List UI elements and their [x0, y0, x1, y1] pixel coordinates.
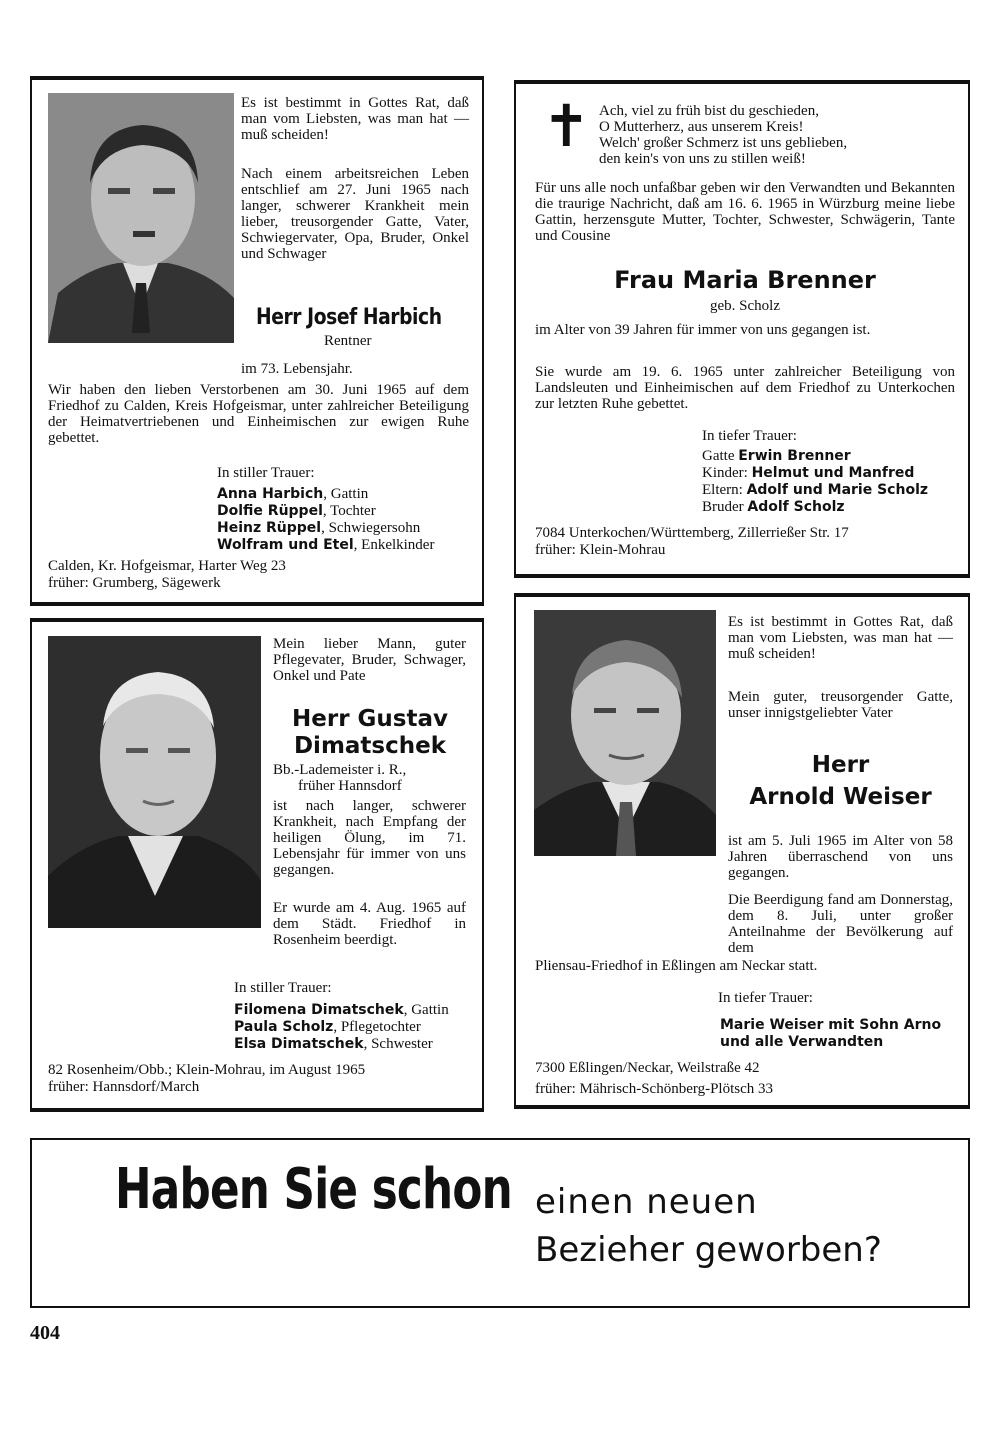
harbich-mourner: Wolfram und Etel, Enkelkinder: [217, 537, 435, 553]
brenner-age: im Alter von 39 Jahren für immer von uns gegangen ist.: [535, 322, 871, 338]
dimatschek-former: früher: Hannsdorf/March: [48, 1079, 200, 1095]
weiser-name: Arnold Weiser: [749, 784, 932, 810]
dimatschek-name: Herr Gustav: [292, 706, 448, 732]
brenner-mourner: Bruder Adolf Scholz: [702, 499, 845, 515]
brenner-mourning: In tiefer Trauer:: [702, 428, 797, 444]
weiser-text: ist am 5. Juli 1965 im Alter von 58 Jahren überraschend von uns gegangen.: [728, 833, 953, 881]
weiser-mourning: In tiefer Trauer:: [718, 990, 813, 1006]
dimatschek-occupation: Bb.-Lademeister i. R.,: [273, 762, 407, 778]
weiser-mourners: und alle Verwandten: [720, 1034, 884, 1050]
brenner-name: Frau Maria Brenner: [614, 266, 876, 294]
harbich-address: Calden, Kr. Hofgeismar, Harter Weg 23: [48, 558, 286, 574]
brenner-poem-line: Ach, viel zu früh bist du geschieden,: [599, 103, 819, 119]
weiser-mourners: Marie Weiser mit Sohn Arno: [720, 1017, 942, 1033]
cross-icon: ✝: [542, 92, 591, 160]
dimatschek-mourning: In stiller Trauer:: [234, 980, 332, 996]
harbich-mourner: Anna Harbich, Gattin: [217, 486, 369, 502]
brenner-poem-line: den kein's von uns zu stillen weiß!: [599, 151, 806, 167]
portrait-arnold-weiser: [534, 610, 716, 856]
ad-line: Bezieher geworben?: [535, 1230, 882, 1270]
dimatschek-text: ist nach langer, schwerer Krankheit, nach Empfang der heiligen Ölung, im 71. Lebensjahr für immer von uns gegangen.: [273, 798, 466, 878]
ad-headline: Haben Sie schon: [115, 1157, 512, 1222]
brenner-address: 7084 Unterkochen/Württemberg, Zillerrießer Str. 17: [535, 525, 849, 541]
portrait-josef-harbich: [48, 93, 234, 343]
weiser-former: früher: Mährisch-Schönberg-Plötsch 33: [535, 1081, 774, 1097]
harbich-mourner: Dolfie Rüppel, Tochter: [217, 503, 376, 519]
brenner-mourner: Eltern: Adolf und Marie Scholz: [702, 482, 929, 498]
weiser-intro: Es ist bestimmt in Gottes Rat, daß man vom Liebsten, was man hat — muß scheiden!: [728, 614, 953, 662]
harbich-occupation: Rentner: [324, 333, 372, 349]
dimatschek-name: Dimatschek: [293, 733, 447, 759]
brenner-mourner: Gatte Erwin Brenner: [702, 448, 851, 464]
dimatschek-mourner: Paula Scholz, Pflegetochter: [234, 1019, 421, 1035]
weiser-address: 7300 Eßlingen/Neckar, Weilstraße 42: [535, 1060, 760, 1076]
brenner-born: geb. Scholz: [710, 298, 780, 314]
brenner-text: Für uns alle noch unfaßbar geben wir den Verwandten und Bekannten die traurige Nachricht, daß am 16. 6. 1965 in Würzburg meine liebe Gattin, herzensgute Mutter, Tochter, Schwester, Schwägerin, Tante und Cousine: [535, 180, 955, 244]
harbich-intro: Es ist bestimmt in Gottes Rat, daß man vom Liebsten, was man hat — muß scheiden!: [241, 95, 469, 143]
portrait-gustav-dimatschek: [48, 636, 261, 928]
harbich-text: Nach einem arbeitsreichen Leben entschlief am 27. Juni 1965 nach langer, schwerer Krankheit mein lieber, treusorgender Gatte, Vater, Schwiegervater, Opa, Bruder, Onkel und Schwager: [241, 166, 469, 262]
harbich-former: früher: Grumberg, Sägewerk: [48, 575, 221, 591]
brenner-mourner: Kinder: Helmut und Manfred: [702, 465, 915, 481]
weiser-text: Die Beerdigung fand am Donnerstag, dem 8. Juli, unter großer Anteilnahme der Bevölkerung auf dem: [728, 892, 953, 956]
weiser-text: Mein guter, treusorgender Gatte, unser innigstgeliebter Vater: [728, 689, 953, 721]
harbich-name: Herr Josef Harbich: [256, 305, 442, 330]
dimatschek-occupation: früher Hannsdorf: [298, 778, 402, 794]
weiser-text: Pliensau-Friedhof in Eßlingen am Neckar statt.: [535, 958, 818, 974]
dimatschek-mourner: Filomena Dimatschek, Gattin: [234, 1002, 449, 1018]
harbich-burial: Wir haben den lieben Verstorbenen am 30. Juni 1965 auf dem Friedhof zu Calden, Kreis Hofgeismar, unter zahlreicher Beteiligung der Heimatvertriebenen und Einheimischen zur ewigen Ruhe gebettet.: [48, 382, 469, 446]
dimatschek-text: Er wurde am 4. Aug. 1965 auf dem Städt. Friedhof in Rosenheim beerdigt.: [273, 900, 466, 948]
dimatschek-address: 82 Rosenheim/Obb.; Klein-Mohrau, im August 1965: [48, 1062, 366, 1078]
harbich-mourning: In stiller Trauer:: [217, 465, 315, 481]
brenner-burial: Sie wurde am 19. 6. 1965 unter zahlreicher Beteiligung von Landsleuten und Einheimischen auf dem Friedhof zu Unterkochen zur letzten Ruhe gebettet.: [535, 364, 955, 412]
page-number: 404: [30, 1322, 60, 1344]
harbich-mourner: Heinz Rüppel, Schwiegersohn: [217, 520, 421, 536]
weiser-name: Herr: [811, 752, 870, 778]
brenner-poem-line: O Mutterherz, aus unserem Kreis!: [599, 119, 804, 135]
brenner-former: früher: Klein-Mohrau: [535, 542, 666, 558]
harbich-age: im 73. Lebensjahr.: [241, 361, 353, 377]
dimatschek-intro: Mein lieber Mann, guter Pflegevater, Bruder, Schwager, Onkel und Pate: [273, 636, 466, 684]
brenner-poem-line: Welch' großer Schmerz ist uns geblieben,: [599, 135, 848, 151]
ad-line: einen neuen: [535, 1182, 758, 1222]
dimatschek-mourner: Elsa Dimatschek, Schwester: [234, 1036, 433, 1052]
